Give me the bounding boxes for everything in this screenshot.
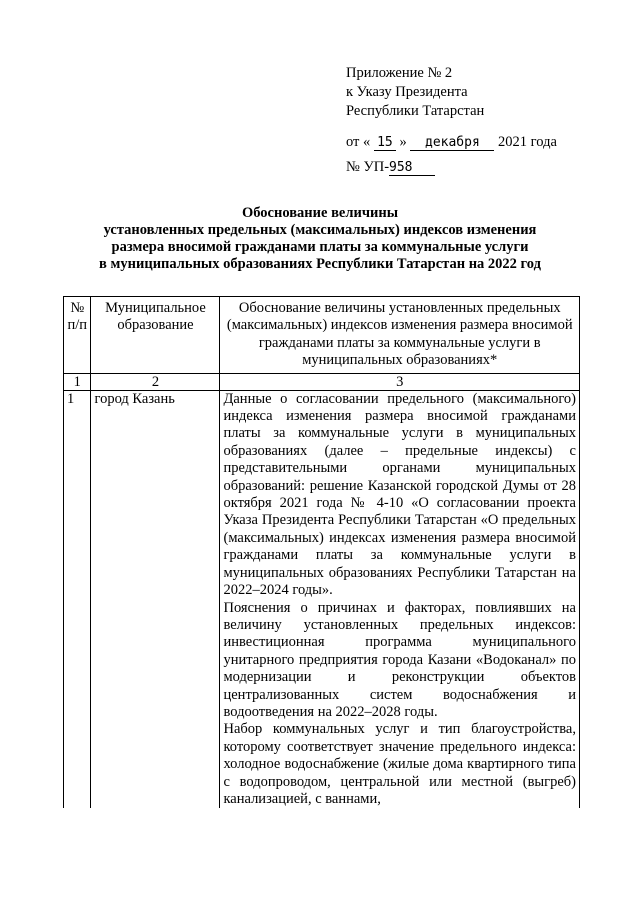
title-line-4: в муниципальных образованиях Республики Татарстан на 2022 год <box>99 256 541 272</box>
table-row <box>64 390 580 808</box>
date-prefix: от « <box>346 134 371 150</box>
justification-paragraph: Набор коммунальных услуг и тип благоустройства, которому соответствует значение предельного индекса: холодное водоснабжение (жилые дома квартирного типа с водопроводом, центральной или местной (выгреб) канализацией, с ваннами, <box>223 721 576 807</box>
number-prefix: № УП- <box>346 159 390 175</box>
header-municipality: Муниципальное образование <box>91 297 220 374</box>
row-number: 1 <box>64 390 91 808</box>
appendix-line-3: Республики Татарстан <box>346 103 485 119</box>
appendix-header <box>346 64 557 177</box>
date-year: 2021 года <box>498 134 557 150</box>
date-day: 15 <box>374 135 396 151</box>
row-justification <box>220 390 580 808</box>
date-month: декабря <box>410 135 494 151</box>
justification-paragraph: Данные о согласовании предельного (максимального) индекса изменения размера вносимой гражданами платы за коммунальные услуги в муниципальных образованиях (далее – предельные индексы) с представительными органами муниципальных образований: решение Казанской городской Думы от 28 октября 2021 года № 4-10 «О согласовании проекта Указа Президента Республики Татарстан «О предельных (максимальных) индексах изменения размера вносимой гражданами платы за коммунальные услуги в муниципальных образованиях Республики Татарстан на 2022–2024 годы». <box>223 390 576 599</box>
justification-paragraph: Пояснения о причинах и факторах, повлиявших на величину установленных предельных индексов: инвестиционная программа муниципального унитарного предприятия города Казани «Водоканал» по модернизации и реконструкции объектов централизованных систем водоснабжения и водоотведения на 2022–2028 годы. <box>223 599 576 720</box>
column-number: 2 <box>91 373 220 390</box>
column-number-row <box>64 373 580 390</box>
table-header-row <box>64 297 580 374</box>
number-value: 958 <box>389 160 435 176</box>
justification-table <box>63 296 580 808</box>
document-title <box>60 205 580 273</box>
header-justification: Обоснование величины установленных предельных (максимальных) индексов изменения размера вносимой гражданами платы за коммунальные услуги в муниципальных образованиях* <box>220 297 580 374</box>
appendix-line-2: к Указу Президента <box>346 84 468 100</box>
decree-number <box>346 158 557 177</box>
column-number: 1 <box>64 373 91 390</box>
decree-date <box>346 133 557 152</box>
title-line-3: размера вносимой гражданами платы за коммунальные услуги <box>111 239 529 255</box>
appendix-line-1: Приложение № 2 <box>346 65 453 81</box>
title-line-1: Обоснование величины <box>241 205 399 221</box>
date-mid: » <box>399 134 407 150</box>
title-line-2: установленных предельных (максимальных) индексов изменения <box>103 222 537 238</box>
header-number: № п/п <box>64 297 91 374</box>
row-municipality: город Казань <box>91 390 220 808</box>
column-number: 3 <box>220 373 580 390</box>
